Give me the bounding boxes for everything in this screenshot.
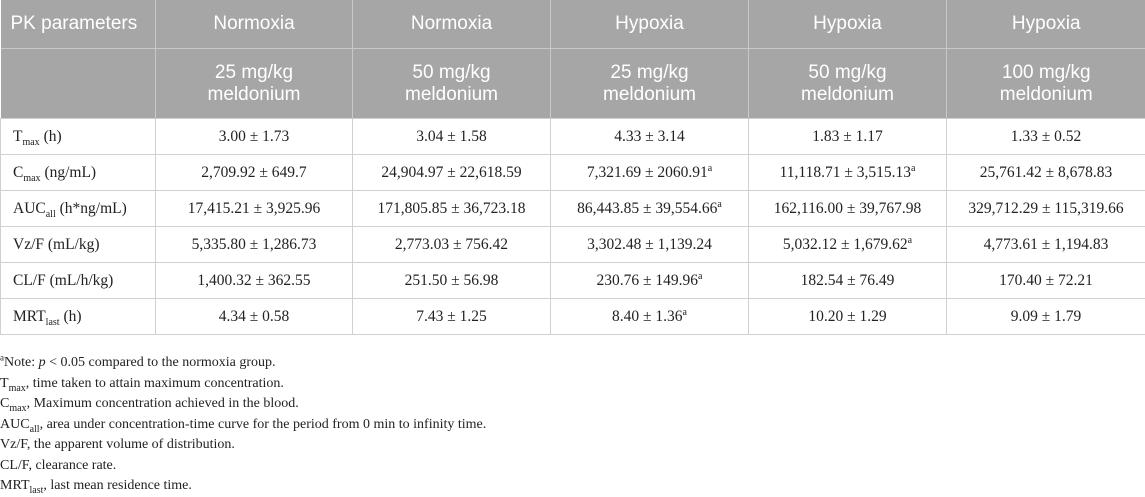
table-row — [1, 227, 1145, 263]
table-header — [1, 0, 1145, 119]
value-cell — [551, 155, 749, 191]
value-text: 170.40 ± 72.21 — [999, 271, 1093, 289]
value-text: 10.20 ± 1.29 — [808, 307, 887, 325]
table-row — [1, 155, 1145, 191]
value-cell — [353, 299, 551, 335]
value-cell — [947, 155, 1145, 191]
footnote-item — [0, 415, 1145, 436]
p-value-symbol: p — [38, 355, 46, 370]
parameter-name — [1, 155, 156, 191]
value-text: 9.09 ± 1.79 — [1010, 307, 1082, 325]
significance-marker: a — [910, 162, 916, 174]
footnote-definitions — [0, 374, 1145, 497]
footnote-symbol: T — [0, 375, 9, 391]
parameter-subscript: max — [23, 172, 41, 184]
footnote-item — [0, 435, 1145, 456]
dose-amount: 50 mg/kg — [412, 61, 491, 83]
table-footnotes — [0, 353, 1145, 497]
value-text: 7,321.69 ± 2060.91 — [586, 163, 708, 181]
footnote-marker: a — [0, 352, 4, 363]
dose-drug: meldonium — [207, 83, 301, 105]
parameter-name — [1, 263, 156, 299]
footnote-symbol: C — [0, 396, 10, 411]
value-text: 329,712.29 ± 115,319.66 — [968, 199, 1124, 217]
footnote-subscript: last — [29, 484, 44, 496]
value-cell — [353, 263, 551, 299]
footnote-definition: , area under concentration-time curve for the period from 0 min to infinity time. — [39, 416, 487, 432]
value-text: 17,415.21 ± 3,925.96 — [187, 199, 321, 217]
value-text: 1.83 ± 1.17 — [812, 127, 883, 145]
dose-drug: meldonium — [603, 83, 696, 105]
header-param-label: PK parameters — [1, 0, 156, 49]
value-cell — [749, 299, 947, 335]
value-text: 2,773.03 ± 756.42 — [394, 235, 509, 253]
value-text: 230.76 ± 149.96 — [596, 271, 699, 289]
footnote-definition: , clearance rate. — [28, 457, 117, 473]
value-text: 3.00 ± 1.73 — [218, 127, 290, 145]
dose-amount: 25 mg/kg — [610, 61, 689, 83]
table-row — [1, 299, 1145, 335]
value-cell — [156, 263, 353, 299]
value-text: 86,443.85 ± 39,554.66 — [577, 199, 718, 217]
value-text: 5,335.80 ± 1,286.73 — [191, 235, 317, 253]
header-dose — [551, 49, 749, 119]
footnote-significance — [0, 353, 1145, 374]
parameter-subscript: max — [22, 136, 40, 148]
value-text: 5,032.12 ± 1,679.62 — [782, 235, 908, 253]
value-text: 3.04 ± 1.58 — [416, 127, 487, 145]
value-text: 251.50 ± 56.98 — [404, 271, 499, 289]
footnote-text: < 0.05 compared to the normoxia group. — [45, 355, 276, 370]
footnote-symbol: Vz/F — [0, 437, 27, 452]
value-text: 8.40 ± 1.36 — [612, 307, 683, 325]
value-cell — [947, 119, 1145, 155]
parameter-symbol: C — [13, 163, 24, 181]
value-text: 2,709.92 ± 649.7 — [201, 163, 307, 181]
footnote-item — [0, 476, 1145, 497]
parameter-unit: (mL/kg) — [44, 235, 100, 253]
parameter-unit: (ng/mL) — [40, 163, 97, 181]
value-cell — [749, 227, 947, 263]
parameter-unit: (h*ng/mL) — [55, 199, 127, 217]
header-group: Normoxia — [156, 0, 353, 49]
footnote-item — [0, 456, 1145, 477]
footnote-item — [0, 394, 1145, 415]
table-row — [1, 119, 1145, 155]
table-body — [1, 119, 1145, 335]
value-text: 11,118.71 ± 3,515.13 — [779, 163, 911, 181]
footnote-subscript: max — [9, 402, 27, 414]
value-cell — [353, 191, 551, 227]
header-group: Hypoxia — [551, 0, 749, 49]
footnote-subscript: all — [29, 423, 40, 435]
value-cell — [947, 227, 1145, 263]
value-cell — [551, 227, 749, 263]
dose-drug: meldonium — [999, 83, 1093, 105]
value-cell — [551, 299, 749, 335]
significance-marker: a — [907, 234, 913, 246]
value-cell — [749, 263, 947, 299]
value-cell — [947, 299, 1145, 335]
value-text: 1,400.32 ± 362.55 — [197, 271, 311, 289]
value-text: 182.54 ± 76.49 — [800, 271, 895, 289]
header-empty-cell — [1, 49, 156, 119]
dose-drug: meldonium — [405, 83, 498, 105]
parameter-unit: (mL/h/kg) — [45, 271, 114, 289]
value-cell — [947, 191, 1145, 227]
dose-drug: meldonium — [801, 83, 894, 105]
footnote-definition: , the apparent volume of distribution. — [26, 437, 235, 452]
footnote-symbol: AUC — [0, 416, 30, 432]
table-row — [1, 191, 1145, 227]
value-cell — [551, 119, 749, 155]
header-dose — [749, 49, 947, 119]
value-cell — [947, 263, 1145, 299]
parameter-symbol: MRT — [13, 307, 46, 325]
header-row-doses — [1, 49, 1145, 119]
value-text: 4.34 ± 0.58 — [218, 307, 290, 325]
value-cell — [749, 155, 947, 191]
value-text: 171,805.85 ± 36,723.18 — [377, 199, 526, 217]
parameter-subscript: last — [45, 316, 60, 328]
value-cell — [353, 155, 551, 191]
value-cell — [156, 155, 353, 191]
significance-marker: a — [717, 198, 722, 210]
parameter-name — [1, 119, 156, 155]
value-cell — [353, 119, 551, 155]
value-cell — [156, 119, 353, 155]
dose-amount: 25 mg/kg — [214, 61, 294, 83]
value-cell — [749, 119, 947, 155]
table-row — [1, 263, 1145, 299]
value-cell — [551, 191, 749, 227]
dose-amount: 50 mg/kg — [808, 61, 887, 83]
footnote-symbol: MRT — [0, 478, 30, 493]
header-dose — [947, 49, 1145, 119]
parameter-subscript: all — [45, 208, 56, 220]
header-group: Hypoxia — [749, 0, 947, 49]
parameter-symbol: AUC — [13, 199, 46, 217]
value-cell — [353, 227, 551, 263]
value-text: 25,761.42 ± 8,678.83 — [979, 163, 1113, 181]
value-cell — [156, 227, 353, 263]
value-text: 24,904.97 ± 22,618.59 — [381, 163, 522, 181]
value-text: 4,773.61 ± 1,194.83 — [983, 235, 1109, 253]
header-row-groups — [1, 0, 1145, 49]
parameter-name — [1, 299, 156, 335]
parameter-symbol: Vz/F — [13, 235, 44, 253]
parameter-name — [1, 227, 156, 263]
footnote-definition: , time taken to attain maximum concentration. — [25, 375, 284, 391]
footnote-definition: , Maximum concentration achieved in the blood. — [26, 396, 299, 411]
value-text: 7.43 ± 1.25 — [416, 307, 487, 325]
significance-marker: a — [707, 162, 713, 174]
header-dose — [156, 49, 353, 119]
footnote-prefix: Note: — [4, 355, 39, 370]
value-text: 3,302.48 ± 1,139.24 — [587, 235, 712, 253]
parameter-symbol: CL/F — [13, 271, 46, 289]
parameter-unit: (h) — [39, 127, 62, 145]
header-dose — [353, 49, 551, 119]
value-cell — [156, 299, 353, 335]
value-text: 4.33 ± 3.14 — [614, 127, 685, 145]
footnote-item — [0, 374, 1145, 395]
significance-marker: a — [682, 306, 687, 318]
value-cell — [749, 191, 947, 227]
parameter-name — [1, 191, 156, 227]
header-group: Hypoxia — [947, 0, 1145, 49]
significance-marker: a — [698, 270, 703, 282]
parameter-symbol: T — [13, 127, 23, 145]
footnote-symbol: CL/F — [0, 457, 29, 473]
value-text: 162,116.00 ± 39,767.98 — [773, 199, 922, 217]
footnote-definition: , last mean residence time. — [43, 478, 192, 493]
header-group: Normoxia — [353, 0, 551, 49]
parameter-unit: (h) — [59, 307, 82, 325]
value-cell — [156, 191, 353, 227]
value-cell — [551, 263, 749, 299]
dose-amount: 100 mg/kg — [1001, 61, 1091, 83]
footnote-subscript: max — [8, 382, 26, 394]
value-text: 1.33 ± 0.52 — [1010, 127, 1082, 145]
